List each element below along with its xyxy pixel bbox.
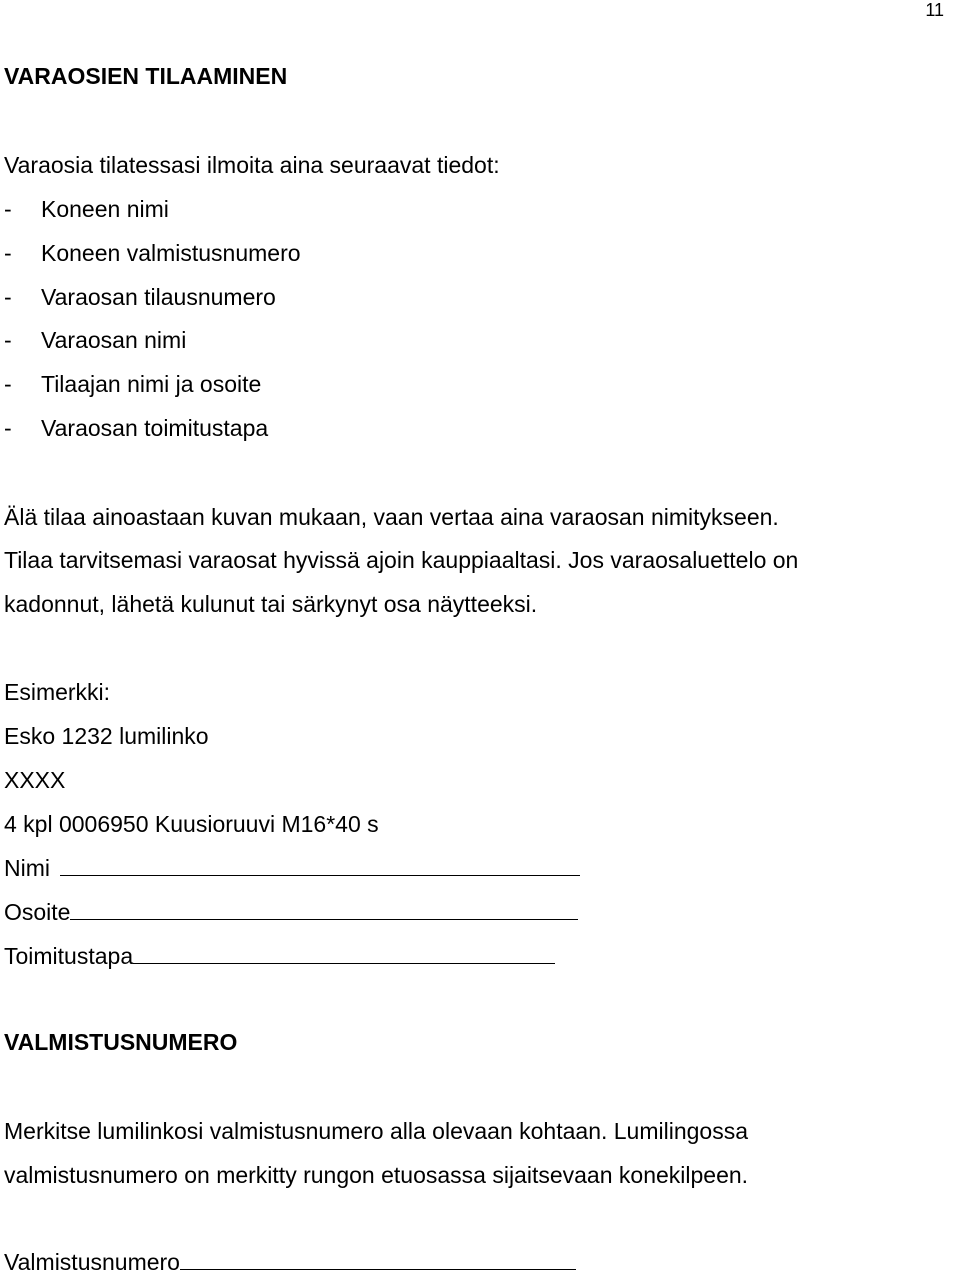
field-label: Nimi [4,855,50,881]
example-label: Esimerkki: [4,679,111,705]
bullet-dash: - [4,196,12,222]
bullet-dash: - [4,371,12,397]
form-field-name [4,853,580,882]
list-item-label: Varaosan nimi [41,327,187,353]
list-item-label: Tilaajan nimi ja osoite [41,371,262,397]
paragraph-line: Älä tilaa ainoastaan kuvan mukaan, vaan vertaa aina varaosan nimitykseen. [4,504,779,530]
example-part-line: 4 kpl 0006950 Kuusioruuvi M16*40 s [4,811,379,837]
field-label: Toimitustapa [4,943,134,969]
bullet-dash: - [4,415,12,441]
list-item-label: Varaosan toimitustapa [41,415,269,441]
example-serial: XXXX [4,767,66,793]
section-title-spare-parts: VARAOSIEN TILAAMINEN [4,63,288,89]
list-item [4,414,268,442]
list-item [4,283,276,311]
blank-line [60,853,580,876]
bullet-dash: - [4,284,12,310]
list-item-label: Koneen valmistusnumero [41,240,301,266]
paragraph-line: valmistusnumero on merkitty rungon etuosassa sijaitsevaan konekilpeen. [4,1162,749,1188]
paragraph-line: Tilaa tarvitsemasi varaosat hyvissä ajoin kauppiaaltasi. Jos varaosaluettelo on [4,547,799,573]
list-item-label: Koneen nimi [41,196,169,222]
list-item [4,326,186,354]
form-field-address [4,897,578,926]
list-item [4,195,169,223]
bullet-dash: - [4,327,12,353]
list-item-label: Varaosan tilausnumero [41,284,276,310]
page-number: 11 [925,0,944,20]
form-field-serial-number [4,1247,576,1276]
blank-line [70,897,578,920]
field-label: Osoite [4,899,71,925]
blank-line [133,941,555,964]
intro-text: Varaosia tilatessasi ilmoita aina seuraavat tiedot: [4,152,500,178]
list-item [4,239,301,267]
field-label: Valmistusnumero [4,1249,180,1275]
blank-line [180,1247,576,1270]
paragraph-line: kadonnut, lähetä kulunut tai särkynyt osa näytteeksi. [4,591,538,617]
list-item [4,370,261,398]
paragraph-line: Merkitse lumilinkosi valmistusnumero alla olevaan kohtaan. Lumilingossa [4,1118,749,1144]
section-title-serial-number: VALMISTUSNUMERO [4,1029,238,1055]
example-machine: Esko 1232 lumilinko [4,723,209,749]
form-field-delivery [4,941,555,970]
bullet-dash: - [4,240,12,266]
